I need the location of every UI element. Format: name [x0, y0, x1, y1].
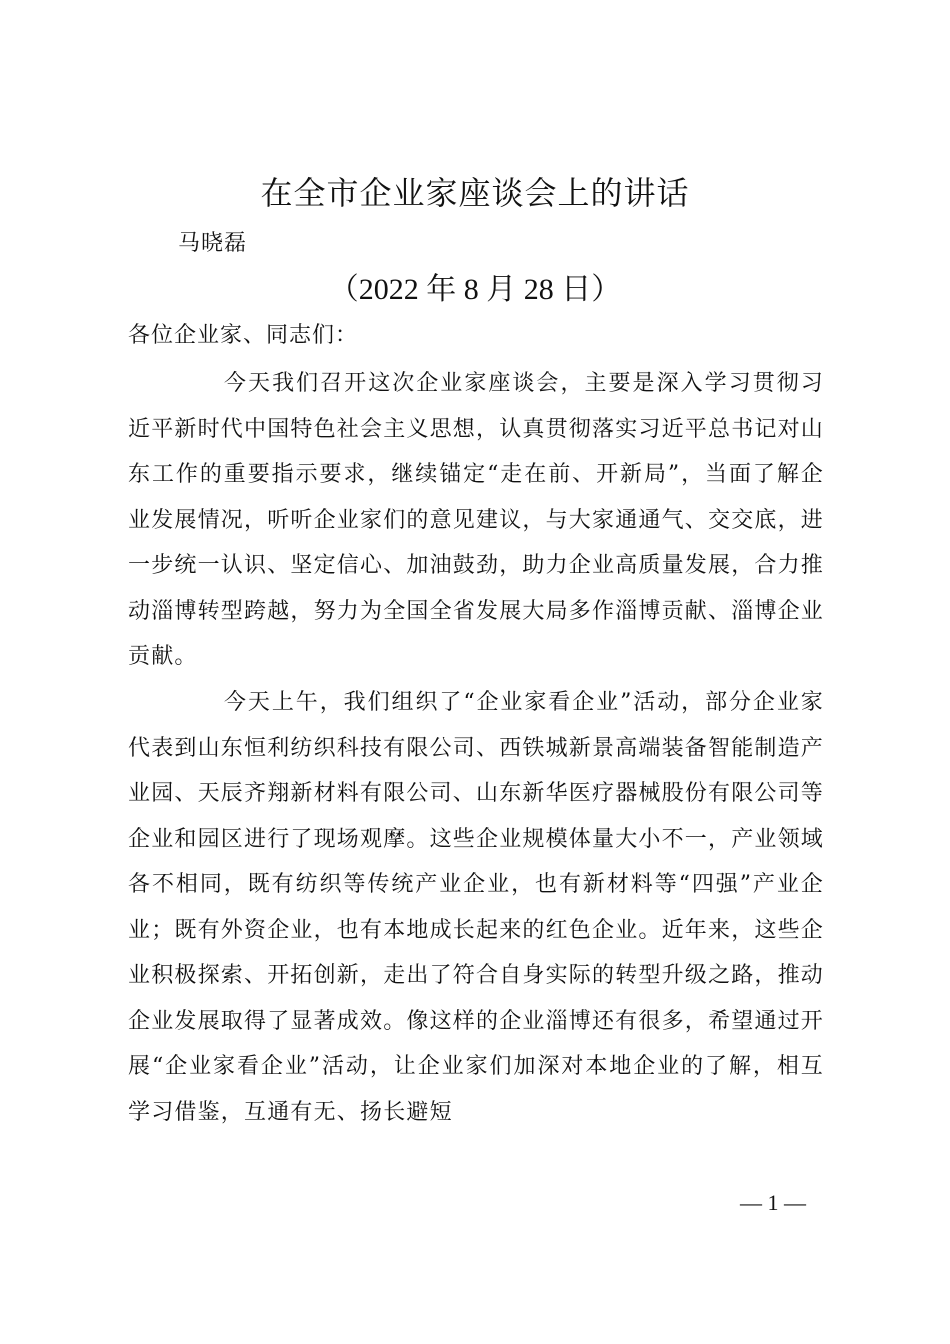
salutation: 各位企业家、同志们：	[128, 323, 359, 348]
document-title: 在全市企业家座谈会上的讲话	[260, 174, 690, 212]
speech-date: （2022 年 8 月 28 日）	[328, 273, 622, 306]
paragraph-1: 今天我们召开这次企业家座谈会，主要是深入学习贯彻习近平新时代中国特色社会主义思想，认真贯彻落实习近平总书记对山东工作的重要指示要求，继续锚定“走在前、开新局”，当面了解企业发展情况，听听企业家们的意见建议，与大家通通气、交交底，进一步统一认识、坚定信心、加油鼓劲，助力企业高质量发展，合力推动淄博转型跨越，努力为全国全省发展大局多作淄博贡献、淄博企业贡献。	[128, 371, 825, 669]
paragraph-2: 今天上午，我们组织了“企业家看企业”活动，部分企业家代表到山东恒利纺织科技有限公司、西铁城新景高端装备智能制造产业园、天辰齐翔新材料有限公司、山东新华医疗器械股份有限公司等企业和园区进行了现场观摩。这些企业规模体量大小不一，产业领域各不相同，既有纺织等传统产业企业，也有新材料等“四强”产业企业；既有外资企业，也有本地成长起来的红色企业。近年来，这些企业积极探索、开拓创新，走出了符合自身实际的转型升级之路，推动企业发展取得了显著成效。像这样的企业淄博还有很多，希望通过开展“企业家看企业”活动，让企业家们加深对本地企业的了解，相互学习借鉴，互通有无、扬长避短	[128, 690, 825, 1125]
page-number: — 1 —	[740, 1190, 806, 1215]
author-name: 马晓磊	[178, 231, 248, 256]
